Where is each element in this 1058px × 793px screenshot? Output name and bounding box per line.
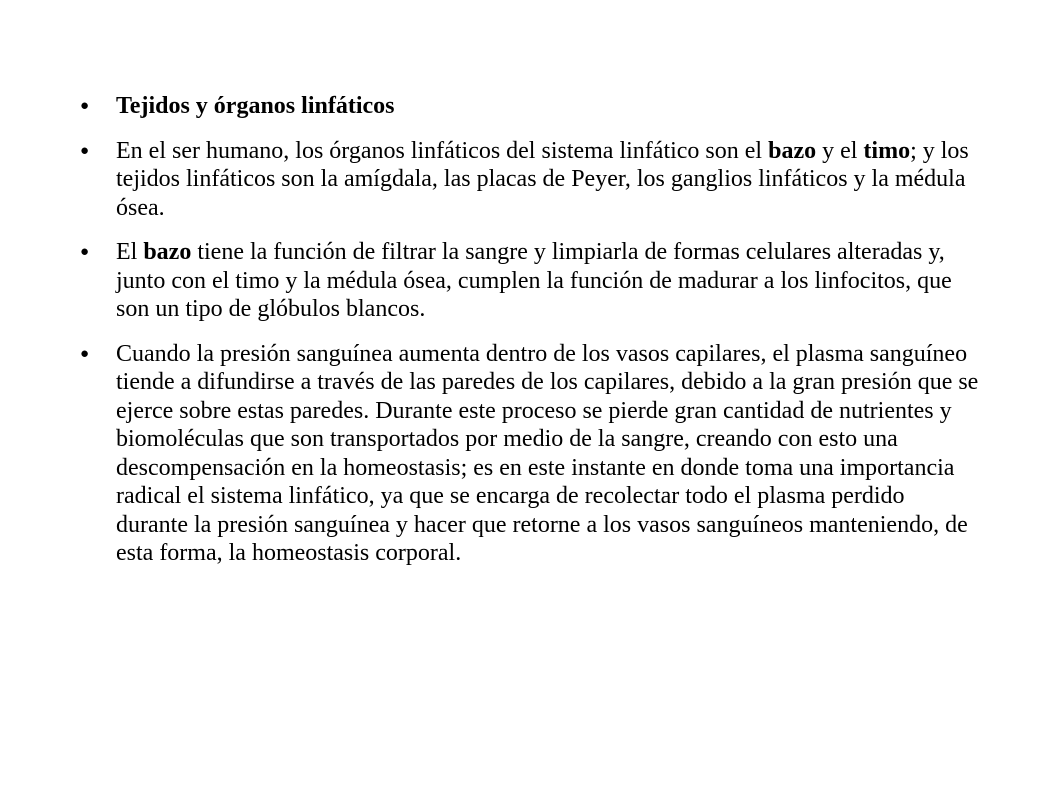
- bullet-item-spleen: [80, 238, 980, 324]
- bold-term-bazo: bazo: [768, 137, 817, 164]
- text-segment: tiene la función de filtrar la sangre y limpiarla de formas celulares alteradas y, junto con el timo y la médula ósea, cumplen la función de madurar a los linfocitos, que son un tipo de glóbulos blancos.: [116, 239, 952, 322]
- bold-term-bazo: bazo: [143, 239, 192, 265]
- bullet-list: [80, 92, 980, 584]
- text-segment: En el ser humano, los órganos linfáticos del sistema linfático son el: [116, 137, 769, 164]
- item-text: [116, 239, 952, 322]
- item-text: [116, 138, 969, 221]
- item-text: [116, 93, 394, 119]
- bullet-item-pressure: [80, 340, 980, 568]
- section-title: Tejidos y órganos linfáticos: [116, 93, 395, 119]
- bullet-dot-icon: ●: [80, 98, 90, 114]
- text-segment: y el: [816, 137, 864, 164]
- bold-term-timo: timo: [863, 137, 911, 164]
- bullet-dot-icon: ●: [80, 244, 90, 260]
- text-segment: El: [116, 239, 144, 265]
- text-segment: Cuando la presión sanguínea aumenta dentro de los vasos capilares, el plasma sanguíneo tiende a difundirse a través de las paredes de los capilares, debido a la gran presión que se ejerce sobre estas paredes. Durante este proceso se pierde gran cantidad de nutrientes y biomoléculas que son transportados por medio de la sangre, creando con esto una descompensación en la homeostasis; es en este instante en donde toma una importancia radical el sistema linfático, ya que se encarga de recolectar todo el plasma perdido durante la presión sanguínea y hacer que retorne a los vasos sanguíneos manteniendo, de esta forma, la homeostasis corporal.: [116, 340, 979, 566]
- bullet-dot-icon: ●: [80, 142, 90, 159]
- bullet-item-title: [80, 92, 980, 121]
- text-segment: ; y los tejidos linfáticos son la amígdala, las placas de Peyer, los ganglios linfáticos y la médula ósea.: [116, 137, 969, 221]
- bullet-dot-icon: ●: [80, 345, 90, 362]
- bullet-item-organs: [80, 137, 980, 223]
- item-text: [116, 341, 978, 567]
